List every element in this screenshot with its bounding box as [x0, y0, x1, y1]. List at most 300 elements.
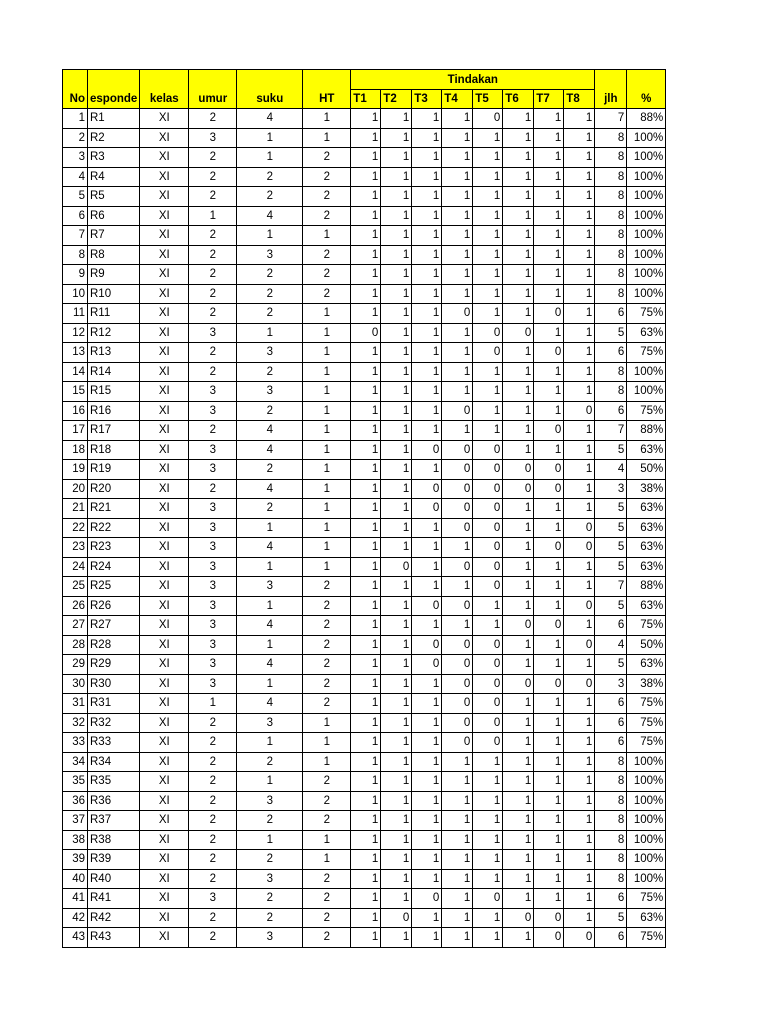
cell-no[interactable]: 42 — [63, 908, 88, 928]
cell-t8[interactable]: 1 — [564, 694, 595, 714]
cell-ht[interactable]: 1 — [303, 362, 351, 382]
cell-t5[interactable]: 0 — [473, 635, 503, 655]
cell-umur[interactable]: 3 — [189, 655, 237, 675]
cell-kelas[interactable]: XI — [140, 869, 189, 889]
cell-percent[interactable]: 63% — [627, 557, 666, 577]
cell-jlh[interactable]: 6 — [595, 401, 627, 421]
cell-t2[interactable]: 1 — [381, 811, 412, 831]
cell-responden[interactable]: R7 — [88, 226, 140, 246]
cell-t1[interactable]: 1 — [351, 889, 381, 909]
cell-t6[interactable]: 1 — [503, 791, 534, 811]
cell-jlh[interactable]: 5 — [595, 908, 627, 928]
cell-t6[interactable]: 1 — [503, 226, 534, 246]
cell-t5[interactable]: 0 — [473, 518, 503, 538]
cell-percent[interactable]: 63% — [627, 538, 666, 558]
cell-t7[interactable]: 1 — [534, 518, 564, 538]
cell-t3[interactable]: 1 — [412, 128, 442, 148]
cell-t8[interactable]: 1 — [564, 304, 595, 324]
cell-t5[interactable]: 1 — [473, 908, 503, 928]
cell-t1[interactable]: 0 — [351, 323, 381, 343]
cell-t7[interactable]: 1 — [534, 245, 564, 265]
cell-kelas[interactable]: XI — [140, 499, 189, 519]
header-jlh[interactable]: jlh — [595, 70, 627, 109]
cell-t3[interactable]: 1 — [412, 733, 442, 753]
cell-suku[interactable]: 1 — [237, 635, 303, 655]
cell-t5[interactable]: 0 — [473, 323, 503, 343]
cell-ht[interactable]: 1 — [303, 557, 351, 577]
cell-t8[interactable]: 1 — [564, 577, 595, 597]
cell-t3[interactable]: 1 — [412, 850, 442, 870]
cell-percent[interactable]: 88% — [627, 577, 666, 597]
cell-suku[interactable]: 3 — [237, 577, 303, 597]
cell-t4[interactable]: 1 — [442, 791, 473, 811]
cell-umur[interactable]: 3 — [189, 460, 237, 480]
cell-percent[interactable]: 75% — [627, 733, 666, 753]
cell-t5[interactable]: 0 — [473, 557, 503, 577]
cell-t4[interactable]: 1 — [442, 752, 473, 772]
cell-t2[interactable]: 1 — [381, 362, 412, 382]
cell-t1[interactable]: 1 — [351, 499, 381, 519]
cell-percent[interactable]: 88% — [627, 109, 666, 129]
cell-responden[interactable]: R41 — [88, 889, 140, 909]
cell-umur[interactable]: 3 — [189, 323, 237, 343]
cell-t8[interactable]: 1 — [564, 362, 595, 382]
cell-t7[interactable]: 0 — [534, 674, 564, 694]
cell-kelas[interactable]: XI — [140, 733, 189, 753]
cell-umur[interactable]: 2 — [189, 928, 237, 948]
cell-t8[interactable]: 1 — [564, 460, 595, 480]
cell-t1[interactable]: 1 — [351, 479, 381, 499]
cell-ht[interactable]: 2 — [303, 265, 351, 285]
cell-t8[interactable]: 1 — [564, 479, 595, 499]
cell-umur[interactable]: 3 — [189, 440, 237, 460]
cell-t1[interactable]: 1 — [351, 752, 381, 772]
cell-jlh[interactable]: 5 — [595, 499, 627, 519]
cell-kelas[interactable]: XI — [140, 518, 189, 538]
cell-responden[interactable]: R11 — [88, 304, 140, 324]
cell-no[interactable]: 25 — [63, 577, 88, 597]
cell-t3[interactable]: 1 — [412, 167, 442, 187]
cell-no[interactable]: 39 — [63, 850, 88, 870]
cell-t4[interactable]: 0 — [442, 713, 473, 733]
cell-t5[interactable]: 0 — [473, 109, 503, 129]
cell-t1[interactable]: 1 — [351, 772, 381, 792]
cell-responden[interactable]: R30 — [88, 674, 140, 694]
cell-t4[interactable]: 1 — [442, 616, 473, 636]
cell-t2[interactable]: 1 — [381, 167, 412, 187]
cell-t5[interactable]: 0 — [473, 460, 503, 480]
cell-responden[interactable]: R19 — [88, 460, 140, 480]
cell-t2[interactable]: 1 — [381, 518, 412, 538]
cell-t8[interactable]: 1 — [564, 655, 595, 675]
cell-t4[interactable]: 1 — [442, 772, 473, 792]
cell-no[interactable]: 23 — [63, 538, 88, 558]
cell-no[interactable]: 38 — [63, 830, 88, 850]
cell-jlh[interactable]: 8 — [595, 128, 627, 148]
cell-t4[interactable]: 1 — [442, 382, 473, 402]
cell-t6[interactable]: 0 — [503, 674, 534, 694]
cell-no[interactable]: 28 — [63, 635, 88, 655]
cell-t8[interactable]: 1 — [564, 265, 595, 285]
cell-t8[interactable]: 0 — [564, 596, 595, 616]
cell-ht[interactable]: 1 — [303, 499, 351, 519]
cell-no[interactable]: 2 — [63, 128, 88, 148]
cell-t7[interactable]: 0 — [534, 538, 564, 558]
cell-t7[interactable]: 0 — [534, 304, 564, 324]
cell-kelas[interactable]: XI — [140, 323, 189, 343]
cell-umur[interactable]: 2 — [189, 772, 237, 792]
header-responden[interactable]: esponde — [88, 70, 140, 109]
cell-kelas[interactable]: XI — [140, 304, 189, 324]
cell-t4[interactable]: 1 — [442, 811, 473, 831]
cell-percent[interactable]: 100% — [627, 148, 666, 168]
cell-kelas[interactable]: XI — [140, 596, 189, 616]
header-t4[interactable]: T4 — [442, 90, 473, 109]
cell-percent[interactable]: 100% — [627, 752, 666, 772]
cell-t5[interactable]: 1 — [473, 401, 503, 421]
cell-suku[interactable]: 2 — [237, 362, 303, 382]
cell-no[interactable]: 22 — [63, 518, 88, 538]
cell-jlh[interactable]: 6 — [595, 304, 627, 324]
cell-ht[interactable]: 2 — [303, 791, 351, 811]
cell-responden[interactable]: R42 — [88, 908, 140, 928]
cell-t7[interactable]: 1 — [534, 596, 564, 616]
cell-suku[interactable]: 2 — [237, 460, 303, 480]
cell-t5[interactable]: 1 — [473, 850, 503, 870]
cell-responden[interactable]: R15 — [88, 382, 140, 402]
cell-kelas[interactable]: XI — [140, 343, 189, 363]
cell-t3[interactable]: 1 — [412, 557, 442, 577]
cell-no[interactable]: 24 — [63, 557, 88, 577]
cell-jlh[interactable]: 5 — [595, 596, 627, 616]
cell-jlh[interactable]: 5 — [595, 557, 627, 577]
cell-t6[interactable]: 1 — [503, 421, 534, 441]
cell-no[interactable]: 10 — [63, 284, 88, 304]
cell-umur[interactable]: 3 — [189, 128, 237, 148]
cell-t8[interactable]: 1 — [564, 226, 595, 246]
cell-t3[interactable]: 1 — [412, 245, 442, 265]
cell-t1[interactable]: 1 — [351, 596, 381, 616]
cell-no[interactable]: 18 — [63, 440, 88, 460]
cell-umur[interactable]: 3 — [189, 499, 237, 519]
cell-jlh[interactable]: 8 — [595, 811, 627, 831]
cell-t3[interactable]: 1 — [412, 713, 442, 733]
cell-t4[interactable]: 0 — [442, 694, 473, 714]
cell-responden[interactable]: R4 — [88, 167, 140, 187]
cell-jlh[interactable]: 3 — [595, 674, 627, 694]
cell-responden[interactable]: R36 — [88, 791, 140, 811]
cell-t8[interactable]: 0 — [564, 674, 595, 694]
cell-t8[interactable]: 1 — [564, 128, 595, 148]
cell-t7[interactable]: 1 — [534, 733, 564, 753]
cell-ht[interactable]: 2 — [303, 187, 351, 207]
cell-jlh[interactable]: 8 — [595, 148, 627, 168]
cell-percent[interactable]: 88% — [627, 421, 666, 441]
cell-t6[interactable]: 1 — [503, 499, 534, 519]
cell-jlh[interactable]: 8 — [595, 752, 627, 772]
cell-umur[interactable]: 2 — [189, 869, 237, 889]
cell-kelas[interactable]: XI — [140, 440, 189, 460]
cell-t3[interactable]: 1 — [412, 811, 442, 831]
cell-umur[interactable]: 3 — [189, 616, 237, 636]
cell-t7[interactable]: 1 — [534, 694, 564, 714]
cell-suku[interactable]: 1 — [237, 557, 303, 577]
cell-t8[interactable]: 1 — [564, 908, 595, 928]
cell-t3[interactable]: 1 — [412, 791, 442, 811]
cell-t5[interactable]: 1 — [473, 148, 503, 168]
cell-kelas[interactable]: XI — [140, 148, 189, 168]
cell-kelas[interactable]: XI — [140, 577, 189, 597]
cell-t4[interactable]: 1 — [442, 265, 473, 285]
cell-percent[interactable]: 100% — [627, 772, 666, 792]
cell-t3[interactable]: 0 — [412, 499, 442, 519]
cell-ht[interactable]: 1 — [303, 128, 351, 148]
cell-ht[interactable]: 1 — [303, 518, 351, 538]
cell-suku[interactable]: 1 — [237, 772, 303, 792]
cell-umur[interactable]: 3 — [189, 674, 237, 694]
cell-no[interactable]: 31 — [63, 694, 88, 714]
cell-t2[interactable]: 1 — [381, 440, 412, 460]
header-t1[interactable]: T1 — [351, 90, 381, 109]
cell-responden[interactable]: R28 — [88, 635, 140, 655]
cell-t6[interactable]: 1 — [503, 440, 534, 460]
cell-t3[interactable]: 1 — [412, 752, 442, 772]
cell-suku[interactable]: 2 — [237, 889, 303, 909]
cell-ht[interactable]: 1 — [303, 440, 351, 460]
cell-t1[interactable]: 1 — [351, 850, 381, 870]
cell-t4[interactable]: 1 — [442, 206, 473, 226]
cell-t7[interactable]: 1 — [534, 109, 564, 129]
cell-t8[interactable]: 1 — [564, 752, 595, 772]
cell-t5[interactable]: 1 — [473, 869, 503, 889]
cell-t3[interactable]: 1 — [412, 401, 442, 421]
cell-t8[interactable]: 1 — [564, 869, 595, 889]
cell-suku[interactable]: 4 — [237, 616, 303, 636]
cell-t7[interactable]: 1 — [534, 284, 564, 304]
cell-t2[interactable]: 1 — [381, 596, 412, 616]
cell-t2[interactable]: 1 — [381, 889, 412, 909]
cell-t7[interactable]: 1 — [534, 362, 564, 382]
cell-kelas[interactable]: XI — [140, 460, 189, 480]
cell-t7[interactable]: 1 — [534, 382, 564, 402]
cell-responden[interactable]: R18 — [88, 440, 140, 460]
cell-t3[interactable]: 1 — [412, 616, 442, 636]
cell-t6[interactable]: 1 — [503, 772, 534, 792]
cell-t1[interactable]: 1 — [351, 382, 381, 402]
cell-t1[interactable]: 1 — [351, 304, 381, 324]
cell-t6[interactable]: 1 — [503, 811, 534, 831]
cell-umur[interactable]: 2 — [189, 908, 237, 928]
header-t3[interactable]: T3 — [412, 90, 442, 109]
cell-t8[interactable]: 0 — [564, 928, 595, 948]
cell-t8[interactable]: 1 — [564, 284, 595, 304]
cell-t3[interactable]: 0 — [412, 635, 442, 655]
cell-t2[interactable]: 1 — [381, 245, 412, 265]
cell-umur[interactable]: 2 — [189, 421, 237, 441]
cell-t6[interactable]: 1 — [503, 538, 534, 558]
cell-t5[interactable]: 0 — [473, 674, 503, 694]
cell-t1[interactable]: 1 — [351, 148, 381, 168]
cell-ht[interactable]: 2 — [303, 772, 351, 792]
header-umur[interactable]: umur — [189, 70, 237, 109]
cell-t1[interactable]: 1 — [351, 421, 381, 441]
cell-t7[interactable]: 1 — [534, 206, 564, 226]
cell-t4[interactable]: 0 — [442, 479, 473, 499]
cell-responden[interactable]: R17 — [88, 421, 140, 441]
cell-t6[interactable]: 1 — [503, 635, 534, 655]
cell-percent[interactable]: 38% — [627, 674, 666, 694]
cell-t6[interactable]: 1 — [503, 869, 534, 889]
cell-t6[interactable]: 1 — [503, 148, 534, 168]
cell-percent[interactable]: 100% — [627, 167, 666, 187]
cell-suku[interactable]: 2 — [237, 908, 303, 928]
cell-no[interactable]: 1 — [63, 109, 88, 129]
cell-t4[interactable]: 1 — [442, 928, 473, 948]
cell-t7[interactable]: 1 — [534, 499, 564, 519]
cell-ht[interactable]: 1 — [303, 226, 351, 246]
cell-t1[interactable]: 1 — [351, 187, 381, 207]
cell-t1[interactable]: 1 — [351, 401, 381, 421]
cell-percent[interactable]: 63% — [627, 518, 666, 538]
cell-t3[interactable]: 1 — [412, 908, 442, 928]
cell-no[interactable]: 16 — [63, 401, 88, 421]
cell-t4[interactable]: 0 — [442, 518, 473, 538]
cell-no[interactable]: 19 — [63, 460, 88, 480]
cell-percent[interactable]: 100% — [627, 128, 666, 148]
cell-t6[interactable]: 1 — [503, 577, 534, 597]
cell-percent[interactable]: 75% — [627, 343, 666, 363]
cell-t1[interactable]: 1 — [351, 362, 381, 382]
cell-t3[interactable]: 1 — [412, 187, 442, 207]
cell-responden[interactable]: R21 — [88, 499, 140, 519]
cell-t2[interactable]: 1 — [381, 343, 412, 363]
cell-t5[interactable]: 0 — [473, 577, 503, 597]
cell-t2[interactable]: 0 — [381, 557, 412, 577]
cell-t3[interactable]: 0 — [412, 440, 442, 460]
cell-responden[interactable]: R5 — [88, 187, 140, 207]
cell-t3[interactable]: 1 — [412, 304, 442, 324]
cell-t1[interactable]: 1 — [351, 908, 381, 928]
cell-t6[interactable]: 1 — [503, 382, 534, 402]
cell-t2[interactable]: 1 — [381, 752, 412, 772]
cell-t2[interactable]: 1 — [381, 479, 412, 499]
cell-ht[interactable]: 1 — [303, 401, 351, 421]
cell-t5[interactable]: 1 — [473, 167, 503, 187]
cell-t2[interactable]: 1 — [381, 206, 412, 226]
cell-percent[interactable]: 63% — [627, 499, 666, 519]
cell-suku[interactable]: 2 — [237, 752, 303, 772]
cell-t2[interactable]: 1 — [381, 284, 412, 304]
cell-suku[interactable]: 1 — [237, 226, 303, 246]
cell-t1[interactable]: 1 — [351, 518, 381, 538]
cell-t2[interactable]: 1 — [381, 869, 412, 889]
cell-t5[interactable]: 1 — [473, 128, 503, 148]
cell-responden[interactable]: R24 — [88, 557, 140, 577]
cell-kelas[interactable]: XI — [140, 284, 189, 304]
cell-suku[interactable]: 4 — [237, 440, 303, 460]
cell-t8[interactable]: 1 — [564, 245, 595, 265]
cell-t3[interactable]: 0 — [412, 596, 442, 616]
cell-suku[interactable]: 2 — [237, 284, 303, 304]
cell-t3[interactable]: 1 — [412, 460, 442, 480]
cell-t4[interactable]: 0 — [442, 401, 473, 421]
cell-umur[interactable]: 2 — [189, 343, 237, 363]
cell-no[interactable]: 29 — [63, 655, 88, 675]
cell-jlh[interactable]: 8 — [595, 226, 627, 246]
cell-t2[interactable]: 1 — [381, 577, 412, 597]
cell-t3[interactable]: 0 — [412, 889, 442, 909]
cell-t8[interactable]: 1 — [564, 557, 595, 577]
cell-percent[interactable]: 63% — [627, 323, 666, 343]
cell-responden[interactable]: R32 — [88, 713, 140, 733]
cell-t5[interactable]: 0 — [473, 499, 503, 519]
cell-t3[interactable]: 1 — [412, 928, 442, 948]
cell-t5[interactable]: 1 — [473, 382, 503, 402]
cell-ht[interactable]: 1 — [303, 109, 351, 129]
cell-kelas[interactable]: XI — [140, 265, 189, 285]
cell-umur[interactable]: 3 — [189, 577, 237, 597]
cell-t4[interactable]: 0 — [442, 460, 473, 480]
cell-t3[interactable]: 1 — [412, 109, 442, 129]
cell-t2[interactable]: 1 — [381, 421, 412, 441]
cell-ht[interactable]: 1 — [303, 323, 351, 343]
cell-t8[interactable]: 1 — [564, 713, 595, 733]
cell-t6[interactable]: 1 — [503, 304, 534, 324]
cell-t2[interactable]: 1 — [381, 694, 412, 714]
cell-no[interactable]: 8 — [63, 245, 88, 265]
cell-jlh[interactable]: 3 — [595, 479, 627, 499]
cell-no[interactable]: 27 — [63, 616, 88, 636]
cell-t3[interactable]: 1 — [412, 323, 442, 343]
cell-umur[interactable]: 2 — [189, 752, 237, 772]
cell-t3[interactable]: 1 — [412, 226, 442, 246]
cell-suku[interactable]: 2 — [237, 499, 303, 519]
cell-ht[interactable]: 1 — [303, 460, 351, 480]
cell-jlh[interactable]: 6 — [595, 713, 627, 733]
cell-t6[interactable]: 0 — [503, 908, 534, 928]
cell-jlh[interactable]: 8 — [595, 245, 627, 265]
cell-t6[interactable]: 1 — [503, 245, 534, 265]
cell-kelas[interactable]: XI — [140, 674, 189, 694]
cell-jlh[interactable]: 7 — [595, 421, 627, 441]
cell-t8[interactable]: 1 — [564, 167, 595, 187]
cell-t3[interactable]: 1 — [412, 830, 442, 850]
cell-t3[interactable]: 1 — [412, 265, 442, 285]
cell-suku[interactable]: 4 — [237, 538, 303, 558]
cell-umur[interactable]: 1 — [189, 206, 237, 226]
cell-responden[interactable]: R25 — [88, 577, 140, 597]
cell-t7[interactable]: 1 — [534, 791, 564, 811]
cell-t1[interactable]: 1 — [351, 869, 381, 889]
cell-t5[interactable]: 1 — [473, 284, 503, 304]
cell-ht[interactable]: 2 — [303, 206, 351, 226]
cell-responden[interactable]: R37 — [88, 811, 140, 831]
cell-t5[interactable]: 0 — [473, 479, 503, 499]
cell-t8[interactable]: 1 — [564, 148, 595, 168]
cell-t7[interactable]: 1 — [534, 772, 564, 792]
cell-t5[interactable]: 0 — [473, 343, 503, 363]
cell-kelas[interactable]: XI — [140, 811, 189, 831]
cell-suku[interactable]: 3 — [237, 928, 303, 948]
cell-t6[interactable]: 1 — [503, 694, 534, 714]
cell-t6[interactable]: 1 — [503, 596, 534, 616]
cell-t1[interactable]: 1 — [351, 245, 381, 265]
cell-responden[interactable]: R2 — [88, 128, 140, 148]
cell-percent[interactable]: 100% — [627, 382, 666, 402]
cell-t8[interactable]: 1 — [564, 343, 595, 363]
cell-t7[interactable]: 1 — [534, 187, 564, 207]
cell-responden[interactable]: R8 — [88, 245, 140, 265]
